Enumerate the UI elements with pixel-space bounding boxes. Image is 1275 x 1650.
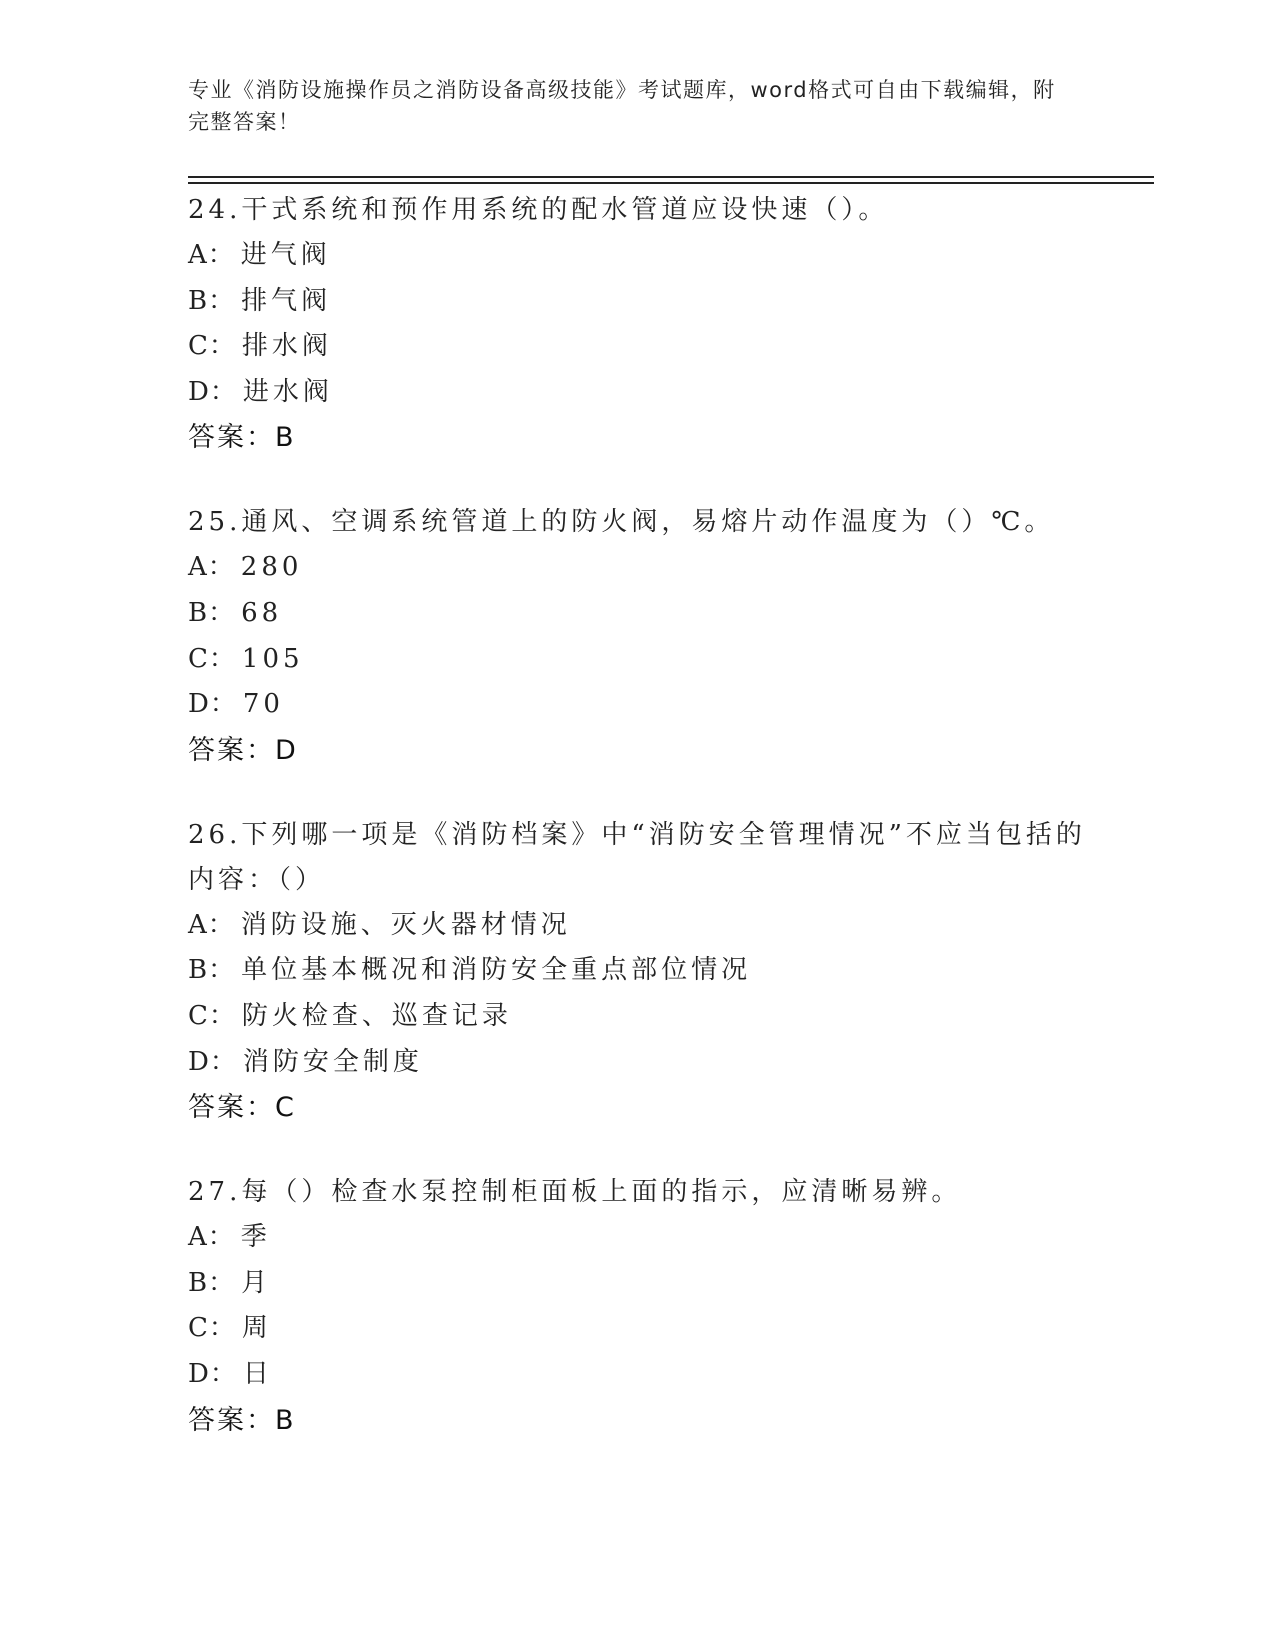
option-d bbox=[188, 370, 1088, 416]
option-letter: B： bbox=[188, 1267, 236, 1298]
option-letter: C： bbox=[188, 1000, 236, 1031]
option-d bbox=[188, 682, 1088, 728]
question-stem: 26.下列哪一项是《消防档案》中“消防安全管理情况”不应当包括的内容：（） bbox=[188, 819, 1086, 895]
header-divider-top bbox=[188, 176, 1154, 178]
option-text: 68 bbox=[241, 597, 283, 628]
question-stem: 24.干式系统和预作用系统的配水管道应设快速（）。 bbox=[188, 195, 889, 225]
option-b bbox=[188, 279, 1088, 325]
option-letter: D： bbox=[188, 1358, 237, 1389]
option-letter: D： bbox=[188, 689, 237, 720]
answer-line: 答案：C bbox=[188, 1092, 296, 1124]
option-letter: A： bbox=[188, 552, 235, 583]
option-c bbox=[188, 637, 1088, 683]
question-26 bbox=[188, 813, 1088, 1130]
option-text: 单位基本概况和消防安全重点部位情况 bbox=[241, 955, 752, 986]
answer-line: 答案：D bbox=[188, 734, 298, 766]
option-text: 消防安全制度 bbox=[242, 1046, 423, 1077]
option-letter: D： bbox=[188, 1046, 237, 1077]
option-letter: A： bbox=[188, 909, 235, 940]
option-c bbox=[188, 994, 1088, 1040]
question-stem: 27.每（）检查水泵控制柜面板上面的指示，应清晰易辨。 bbox=[188, 1177, 962, 1208]
option-letter: D： bbox=[188, 376, 237, 407]
option-letter: A： bbox=[188, 240, 235, 270]
option-text: 周 bbox=[241, 1313, 272, 1344]
option-d bbox=[188, 1352, 1088, 1398]
option-a bbox=[188, 233, 1088, 279]
option-c bbox=[188, 324, 1088, 370]
question-24 bbox=[188, 188, 1088, 460]
option-letter: C： bbox=[188, 643, 236, 674]
option-text: 105 bbox=[241, 643, 304, 674]
option-a bbox=[188, 903, 1088, 949]
answer-line: 答案：B bbox=[188, 1404, 296, 1436]
option-letter: B： bbox=[188, 285, 236, 316]
option-d bbox=[188, 1040, 1088, 1086]
question-25 bbox=[188, 500, 1088, 772]
option-letter: C： bbox=[188, 331, 236, 362]
option-text: 280 bbox=[240, 552, 303, 583]
option-text: 排气阀 bbox=[241, 285, 332, 316]
header-note: 专业《消防设施操作员之消防设备高级技能》考试题库，word格式可自由下载编辑，附完整答案！ bbox=[188, 78, 1056, 134]
option-text: 防火检查、巡查记录 bbox=[241, 1000, 512, 1031]
question-list bbox=[188, 188, 1088, 1483]
option-b bbox=[188, 948, 1088, 994]
option-text: 月 bbox=[241, 1267, 272, 1298]
option-text: 70 bbox=[242, 689, 284, 720]
option-text: 排水阀 bbox=[241, 331, 332, 362]
option-letter: B： bbox=[188, 597, 236, 628]
header-divider-bottom bbox=[188, 182, 1154, 184]
option-letter: A： bbox=[188, 1222, 235, 1253]
option-a bbox=[188, 545, 1088, 591]
option-a bbox=[188, 1215, 1088, 1261]
option-letter: B： bbox=[188, 955, 236, 986]
option-text: 消防设施、灭火器材情况 bbox=[240, 909, 571, 940]
option-c bbox=[188, 1306, 1088, 1352]
option-text: 进气阀 bbox=[240, 240, 331, 270]
question-stem: 25.通风、空调系统管道上的防火阀，易熔片动作温度为（）℃。 bbox=[188, 507, 1055, 538]
option-text: 日 bbox=[242, 1358, 273, 1389]
option-b bbox=[188, 1261, 1088, 1307]
option-text: 进水阀 bbox=[242, 376, 333, 407]
option-letter: C： bbox=[188, 1313, 236, 1344]
answer-line: 答案：B bbox=[188, 422, 296, 454]
option-text: 季 bbox=[240, 1222, 271, 1253]
option-b bbox=[188, 591, 1088, 637]
question-27 bbox=[188, 1170, 1088, 1442]
